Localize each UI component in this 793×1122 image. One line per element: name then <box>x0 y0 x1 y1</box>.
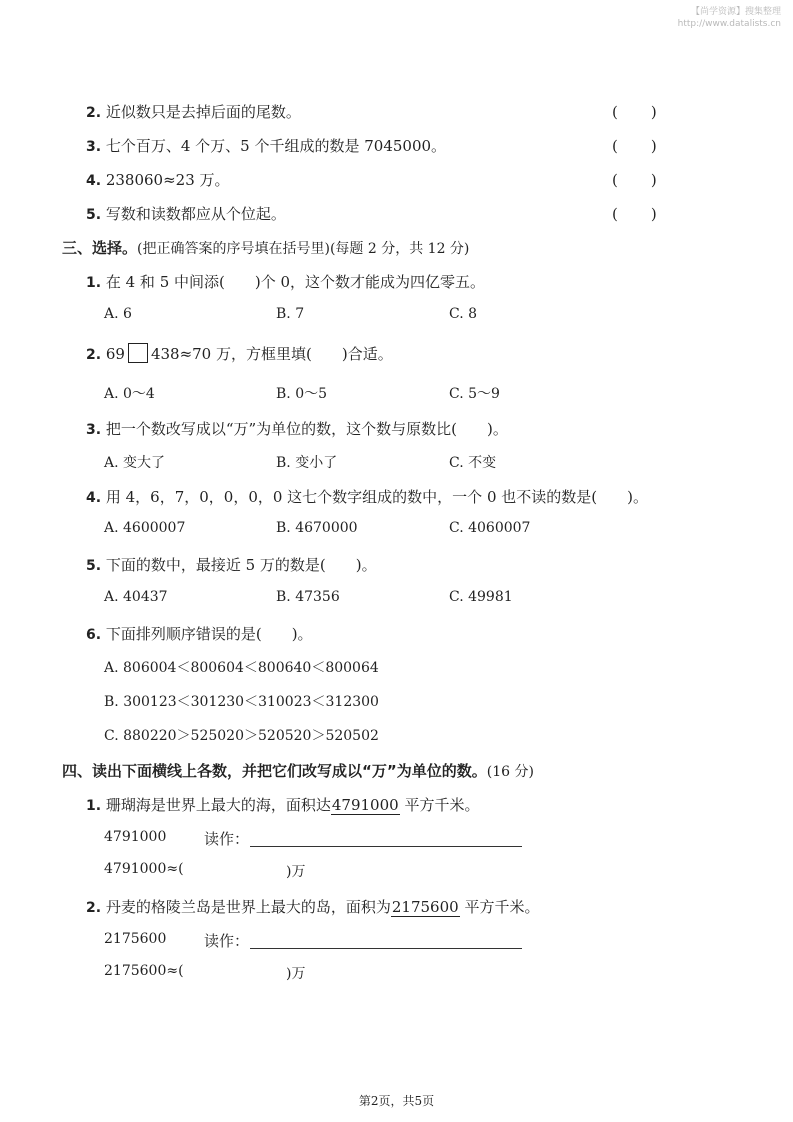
judge-item: 4. 238060≈23 万。 <box>86 171 230 189</box>
option-a[interactable]: A. 变大了 <box>104 455 166 471</box>
option-a[interactable]: A. 806004＜800604＜800640＜800064 <box>104 660 379 676</box>
blank-box[interactable] <box>128 343 148 363</box>
judge-item: 5. 写数和读数都应从个位起。 <box>86 205 286 223</box>
section-heading: 三、选择。(把正确答案的序号填在括号里)(每题 2 分，共 12 分) <box>62 239 470 257</box>
option-c[interactable]: C. 49981 <box>449 589 513 605</box>
page-number: 第2页，共5页 <box>358 1094 435 1108</box>
question: 4. 用 4，6，7，0，0，0，0 这七个数字组成的数中，一个 0 也不读的数是( )。 <box>86 488 648 506</box>
judge-item: 3. 七个百万、4 个万、5 个千组成的数是 7045000。 <box>86 137 447 155</box>
option-c[interactable]: C. 5～9 <box>449 386 500 402</box>
question: 2. 丹麦的格陵兰岛是世界上最大的岛，面积为2175600 平方千米。 <box>86 898 540 916</box>
answer-paren[interactable]: ( ) <box>612 103 658 121</box>
question: 2. 69 438≈70 万，方框里填( )合适。 <box>86 345 393 363</box>
approx-unit[interactable]: )万 <box>286 966 306 982</box>
answer-line[interactable] <box>250 846 522 847</box>
answer-line[interactable] <box>250 948 522 949</box>
watermark-line1: 【尚学资源】搜集整理 <box>690 7 781 17</box>
section-heading: 四、读出下面横线上各数，并把它们改写成以“万”为单位的数。(16 分) <box>62 762 534 780</box>
question: 5. 下面的数中，最接近 5 万的数是( )。 <box>86 556 377 574</box>
option-b[interactable]: B. 7 <box>276 306 305 322</box>
question: 1. 珊瑚海是世界上最大的海，面积达4791000 平方千米。 <box>86 796 480 814</box>
option-a[interactable]: A. 40437 <box>104 589 168 605</box>
option-b[interactable]: B. 47356 <box>276 589 340 605</box>
watermark-line2: http://www.datalists.cn <box>677 19 781 29</box>
answer-paren[interactable]: ( ) <box>612 171 658 189</box>
answer-paren[interactable]: ( ) <box>612 137 658 155</box>
answer-paren[interactable]: ( ) <box>612 205 658 223</box>
option-b[interactable]: B. 变小了 <box>276 455 338 471</box>
number-label: 4791000 <box>104 829 167 845</box>
option-a[interactable]: A. 0～4 <box>104 386 155 402</box>
read-label: 读作： <box>204 830 250 848</box>
approx-expression: 2175600≈( <box>104 963 184 979</box>
option-a[interactable]: A. 6 <box>104 306 132 322</box>
option-c[interactable]: C. 880220＞525020＞520520＞520502 <box>104 728 379 744</box>
option-b[interactable]: B. 4670000 <box>276 520 358 536</box>
number-label: 2175600 <box>104 931 167 947</box>
option-c[interactable]: C. 8 <box>449 306 478 322</box>
option-c[interactable]: C. 不变 <box>449 455 497 471</box>
option-b[interactable]: B. 300123＜301230＜310023＜312300 <box>104 694 379 710</box>
option-a[interactable]: A. 4600007 <box>104 520 186 536</box>
judge-item: 2. 近似数只是去掉后面的尾数。 <box>86 103 301 121</box>
question: 6. 下面排列顺序错误的是( )。 <box>86 625 313 643</box>
option-b[interactable]: B. 0～5 <box>276 386 328 402</box>
question: 1. 在 4 和 5 中间添( )个 0，这个数才能成为四亿零五。 <box>86 273 486 291</box>
read-label: 读作： <box>204 932 250 950</box>
option-c[interactable]: C. 4060007 <box>449 520 531 536</box>
approx-expression: 4791000≈( <box>104 861 184 877</box>
watermark <box>678 6 781 30</box>
question: 3. 把一个数改写成以“万”为单位的数，这个数与原数比( )。 <box>86 420 508 438</box>
approx-unit[interactable]: )万 <box>286 864 306 880</box>
